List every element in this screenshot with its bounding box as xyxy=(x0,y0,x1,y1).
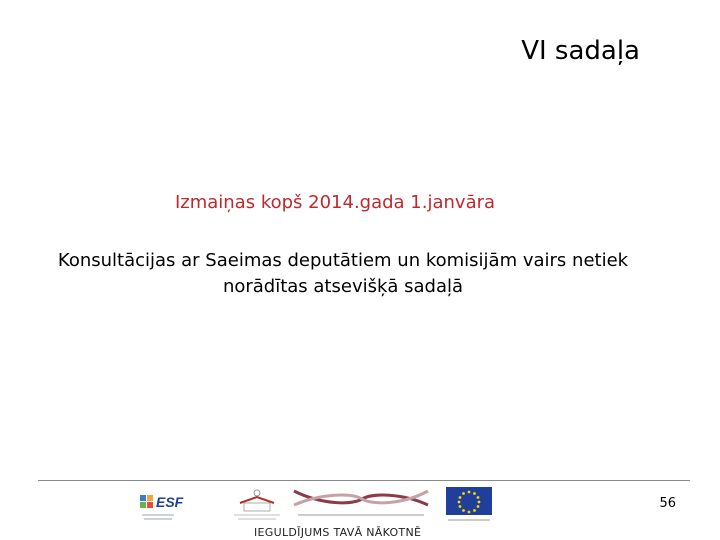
slide-subtitle: Izmaiņas kopš 2014.gada 1.janvāra xyxy=(174,192,496,213)
footer-logo-strip xyxy=(130,485,492,525)
slide-body-text: Konsultācijas ar Saeimas deputātiem un komisijām vairs netiek norādītas atsevišķā sadaļā xyxy=(57,250,629,297)
esf-logo-text: ESF xyxy=(156,494,184,510)
page-number: 56 xyxy=(659,496,676,511)
slide-title: VI sadaļa xyxy=(521,36,640,66)
eu-flag-icon xyxy=(446,485,492,525)
crest-icon xyxy=(228,485,286,525)
footer-tagline: IEGULDĪJUMS TAVĀ NĀKOTNĒ xyxy=(254,526,422,539)
footer-divider xyxy=(38,480,690,481)
esf-logo xyxy=(130,485,200,525)
ribbon-logo-icon xyxy=(292,485,430,525)
